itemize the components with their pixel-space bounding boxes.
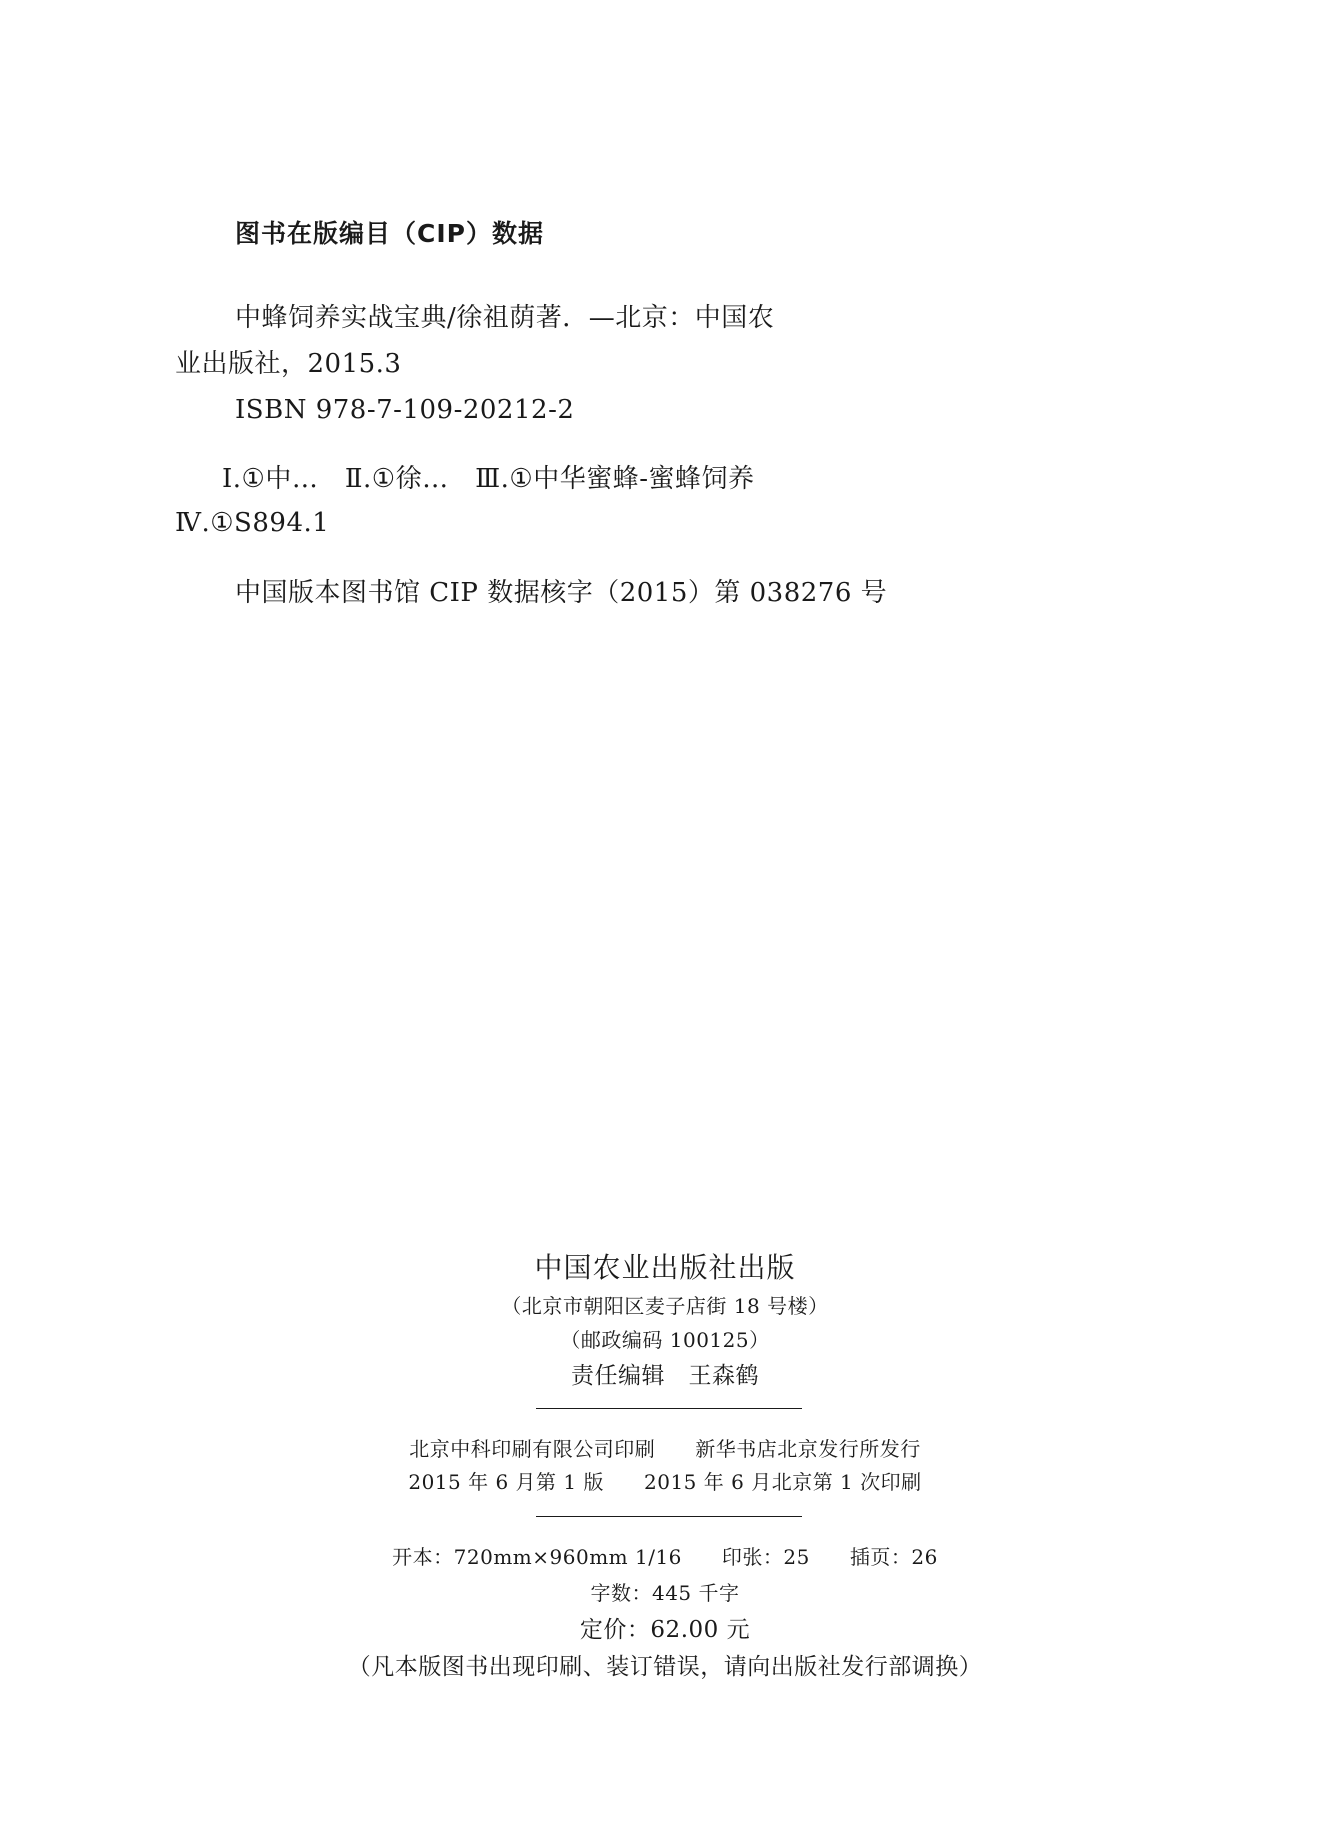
divider-rule-1 [536, 1408, 802, 1409]
cip-classification-line-2: Ⅳ.①S894.1 [175, 508, 330, 538]
format-info: 开本：720mm×960mm 1/16 [392, 1545, 682, 1569]
price: 定价：62.00 元 [579, 1617, 751, 1643]
format-line [0, 1541, 1330, 1570]
sheets-info: 印张：25 [721, 1545, 810, 1569]
publisher-address: （北京市朝阳区麦子店街 18 号楼） [501, 1294, 829, 1318]
cip-title-line-1: 中蜂饲养实战宝典/徐祖荫著．—北京：中国农 [235, 303, 775, 333]
responsible-editor: 责任编辑 王森鹤 [571, 1363, 759, 1389]
error-notice: （凡本版图书出现印刷、装订错误，请向出版社发行部调换） [347, 1654, 983, 1680]
publisher-postcode: （邮政编码 100125） [560, 1328, 770, 1352]
publisher-name: 中国农业出版社出版 [534, 1251, 796, 1284]
divider-rule-2 [536, 1516, 802, 1517]
word-count: 字数：445 千字 [590, 1581, 740, 1605]
plates-info: 插页：26 [849, 1545, 938, 1569]
edition-info: 2015 年 6 月第 1 版 [408, 1470, 604, 1494]
cip-title-line-2: 业出版社，2015.3 [175, 349, 402, 379]
cip-isbn: ISBN 978-7-109-20212-2 [235, 395, 575, 425]
cip-heading: 图书在版编目（CIP）数据 [235, 219, 544, 248]
distributor-info: 新华书店北京发行所发行 [695, 1437, 921, 1461]
edition-printing-line [0, 1466, 1330, 1495]
cip-classification-line-1: Ⅰ.①中… Ⅱ.①徐… Ⅲ.①中华蜜蜂-蜜蜂饲养 [222, 464, 755, 494]
printer-info: 北京中科印刷有限公司印刷 [409, 1437, 656, 1461]
printing-distribution-line [0, 1433, 1330, 1462]
printing-info: 2015 年 6 月北京第 1 次印刷 [644, 1470, 922, 1494]
cip-library-record: 中国版本图书馆 CIP 数据核字（2015）第 038276 号 [235, 578, 888, 608]
